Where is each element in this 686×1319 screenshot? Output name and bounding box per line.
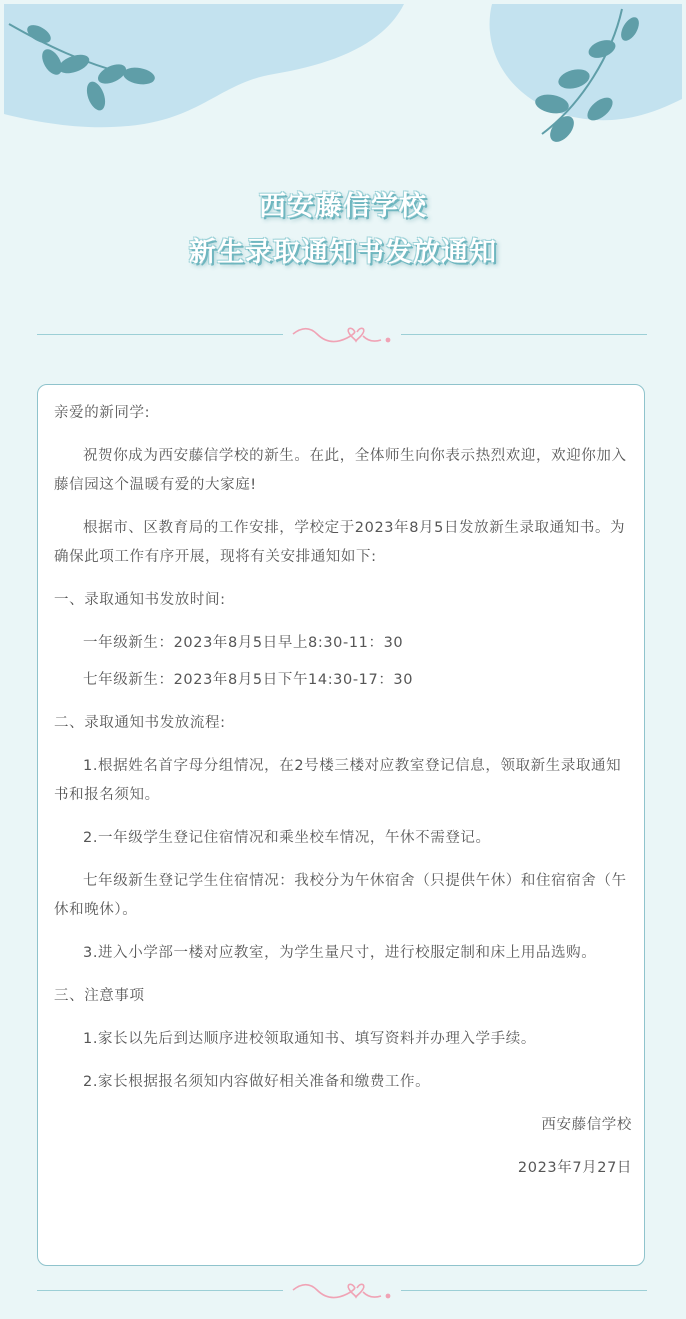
title-notice: 新生录取通知书发放通知 xyxy=(189,237,497,268)
process-step1: 1.根据姓名首字母分组情况，在2号楼三楼对应教室登记信息，领取新生录取通知书和报名须知。 xyxy=(54,758,622,803)
section-title-process: 二、录取通知书发放流程: xyxy=(54,715,226,731)
leaf-branch-icon xyxy=(4,4,404,134)
note-2: 2.家长根据报名须知内容做好相关准备和缴费工作。 xyxy=(83,1074,431,1090)
time-grade7: 七年级新生：2023年8月5日下午14:30-17：30 xyxy=(83,672,414,688)
paragraph-welcome: 祝贺你成为西安藤信学校的新生。在此，全体师生向你表示热烈欢迎，欢迎你加入藤信园这个温暖有爱的大家庭! xyxy=(54,448,627,493)
leaf-branch-icon xyxy=(482,4,682,154)
process-step3: 3.进入小学部一楼对应教室，为学生量尺寸，进行校服定制和床上用品选购。 xyxy=(83,945,597,961)
time-grade1: 一年级新生：2023年8月5日早上8:30-11：30 xyxy=(83,635,404,651)
title-school: 西安藤信学校 xyxy=(259,191,427,222)
heart-swirl-icon xyxy=(289,320,395,350)
divider-bottom xyxy=(37,1276,647,1306)
process-step2b: 七年级新生登记学生住宿情况：我校分为午休宿舍（只提供午休）和住宿宿舍（午休和晚休）。 xyxy=(54,873,627,918)
paragraph-arrangement: 根据市、区教育局的工作安排，学校定于2023年8月5日发放新生录取通知书。为确保此项工作有序开展，现将有关安排通知如下: xyxy=(54,520,626,565)
notice-page xyxy=(4,4,682,1315)
page-title xyxy=(4,184,682,276)
section-title-time: 一、录取通知书发放时间: xyxy=(54,592,226,608)
signature: 西安藤信学校 xyxy=(541,1117,632,1133)
process-step2: 2.一年级学生登记住宿情况和乘坐校车情况，午休不需登记。 xyxy=(83,830,491,846)
notice-content xyxy=(54,399,632,1197)
note-1: 1.家长以先后到达顺序进校领取通知书、填写资料并办理入学手续。 xyxy=(83,1031,536,1047)
divider-top xyxy=(37,320,647,350)
notice-card xyxy=(37,384,645,1266)
greeting: 亲爱的新同学: xyxy=(54,405,151,421)
date: 2023年7月27日 xyxy=(517,1160,632,1176)
heart-swirl-icon xyxy=(289,1276,395,1306)
section-title-notes: 三、注意事项 xyxy=(54,988,145,1004)
